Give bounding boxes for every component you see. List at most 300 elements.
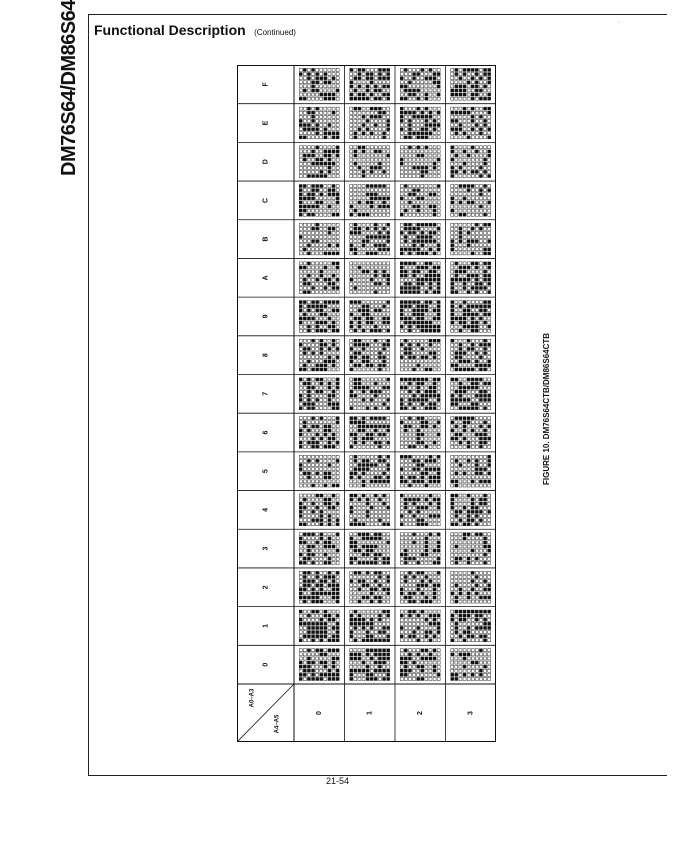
dot-open: [467, 175, 470, 178]
dot-open: [437, 235, 440, 238]
dot-open: [471, 669, 474, 672]
dot-filled: [354, 417, 357, 420]
dot-open: [366, 291, 369, 294]
dot-filled: [336, 519, 339, 522]
dot-filled: [488, 201, 491, 204]
dot-open: [475, 502, 478, 505]
dot-open: [370, 313, 373, 316]
dot-filled: [299, 73, 302, 76]
dot-open: [383, 498, 386, 501]
dot-open: [312, 429, 315, 432]
dot-open: [370, 175, 373, 178]
dot-filled: [332, 77, 335, 80]
dot-open: [459, 309, 462, 312]
dot-open: [370, 455, 373, 458]
dot-filled: [421, 472, 424, 475]
dot-open: [366, 441, 369, 444]
dot-filled: [400, 252, 403, 255]
dot-open: [324, 240, 327, 243]
dot-open: [366, 175, 369, 178]
dot-open: [303, 274, 306, 277]
dot-open: [484, 669, 487, 672]
dot-open: [463, 193, 466, 196]
dot-open: [437, 189, 440, 192]
dot-open: [320, 97, 323, 100]
dot-open: [383, 445, 386, 448]
dot-filled: [307, 347, 310, 350]
dot-open: [354, 677, 357, 680]
dot-open: [374, 437, 377, 440]
dot-open: [413, 596, 416, 599]
dot-filled: [312, 533, 315, 536]
dot-open: [479, 639, 482, 642]
dot-open: [358, 205, 361, 208]
dot-open: [299, 498, 302, 501]
dot-open: [413, 506, 416, 509]
dot-filled: [433, 240, 436, 243]
dot-filled: [316, 364, 319, 367]
dot-filled: [299, 201, 302, 204]
dot-open: [459, 459, 462, 462]
dot-open: [484, 329, 487, 332]
dot-open: [437, 635, 440, 638]
dot-open: [354, 282, 357, 285]
dot-filled: [328, 124, 331, 127]
dot-filled: [404, 506, 407, 509]
dot-filled: [336, 649, 339, 652]
dot-filled: [299, 541, 302, 544]
dot-filled: [312, 445, 315, 448]
dot-open: [383, 240, 386, 243]
dot-open: [299, 455, 302, 458]
dot-open: [459, 455, 462, 458]
dot-open: [451, 610, 454, 613]
dot-filled: [437, 158, 440, 161]
dot-open: [299, 291, 302, 294]
dot-open: [400, 610, 403, 613]
dot-open: [425, 386, 428, 389]
dot-open: [316, 252, 319, 255]
dot-open: [303, 661, 306, 664]
dot-filled: [421, 610, 424, 613]
dot-filled: [471, 313, 474, 316]
dot-open: [417, 193, 420, 196]
dot-filled: [362, 240, 365, 243]
dot-filled: [378, 441, 381, 444]
dot-filled: [354, 639, 357, 642]
dot-filled: [451, 244, 454, 247]
dot-open: [425, 669, 428, 672]
dot-filled: [484, 352, 487, 355]
dot-open: [429, 136, 432, 139]
dot-open: [413, 417, 416, 420]
dot-filled: [324, 128, 327, 131]
dot-filled: [370, 364, 373, 367]
dot-filled: [451, 146, 454, 149]
dot-filled: [425, 394, 428, 397]
dot-open: [374, 657, 377, 660]
dot-filled: [374, 223, 377, 226]
dot-open: [350, 575, 353, 578]
dot-filled: [413, 309, 416, 312]
dot-open: [303, 510, 306, 513]
dot-open: [475, 498, 478, 501]
dot-open: [387, 618, 390, 621]
dot-open: [378, 673, 381, 676]
dot-open: [378, 223, 381, 226]
dot-open: [429, 162, 432, 165]
dot-filled: [336, 596, 339, 599]
dot-filled: [400, 158, 403, 161]
dot-filled: [417, 286, 420, 289]
dot-open: [404, 537, 407, 540]
dot-open: [484, 150, 487, 153]
dot-open: [479, 561, 482, 564]
dot-filled: [429, 394, 432, 397]
dot-open: [417, 445, 420, 448]
dot-open: [425, 626, 428, 629]
dot-filled: [484, 561, 487, 564]
dot-filled: [378, 309, 381, 312]
dot-filled: [354, 622, 357, 625]
dot-filled: [413, 321, 416, 324]
dot-open: [378, 119, 381, 122]
dot-open: [413, 390, 416, 393]
dot-filled: [417, 626, 420, 629]
dot-open: [307, 158, 310, 161]
dot-open: [484, 519, 487, 522]
dot-filled: [299, 429, 302, 432]
dot-open: [451, 441, 454, 444]
dot-filled: [413, 575, 416, 578]
dot-open: [408, 270, 411, 273]
dot-filled: [421, 441, 424, 444]
dot-open: [425, 561, 428, 564]
dot-open: [455, 386, 458, 389]
dot-open: [383, 150, 386, 153]
dot-filled: [354, 610, 357, 613]
dot-filled: [299, 592, 302, 595]
dot-open: [366, 282, 369, 285]
dot-open: [463, 661, 466, 664]
dot-open: [463, 588, 466, 591]
dot-open: [400, 166, 403, 169]
dot-open: [421, 545, 424, 548]
dot-open: [479, 515, 482, 518]
dot-open: [378, 227, 381, 230]
dot-open: [332, 553, 335, 556]
dot-filled: [312, 111, 315, 114]
dot-open: [324, 107, 327, 110]
dot-open: [451, 417, 454, 420]
dot-open: [387, 445, 390, 448]
dot-open: [467, 553, 470, 556]
dot-filled: [374, 124, 377, 127]
dot-open: [370, 209, 373, 212]
dot-filled: [400, 356, 403, 359]
dot-filled: [463, 390, 466, 393]
dot-open: [299, 557, 302, 560]
dot-open: [451, 235, 454, 238]
dot-filled: [362, 386, 365, 389]
dot-filled: [488, 248, 491, 251]
dot-open: [358, 115, 361, 118]
row-label-F: F: [262, 82, 270, 87]
dot-open: [488, 445, 491, 448]
dot-open: [316, 545, 319, 548]
dot-open: [488, 403, 491, 406]
dot-open: [332, 197, 335, 200]
dot-filled: [467, 386, 470, 389]
dot-open: [358, 124, 361, 127]
dot-open: [475, 189, 478, 192]
dot-filled: [437, 286, 440, 289]
dot-open: [350, 197, 353, 200]
dot-filled: [455, 119, 458, 122]
character-pattern: [350, 68, 390, 100]
dot-filled: [433, 356, 436, 359]
dot-open: [354, 321, 357, 324]
dot-open: [307, 455, 310, 458]
dot-open: [387, 325, 390, 328]
dot-open: [374, 549, 377, 552]
dot-filled: [316, 622, 319, 625]
dot-open: [362, 231, 365, 234]
dot-open: [421, 575, 424, 578]
dot-open: [299, 390, 302, 393]
dot-open: [350, 252, 353, 255]
dot-open: [370, 111, 373, 114]
dot-open: [362, 588, 365, 591]
dot-filled: [362, 390, 365, 393]
dot-open: [354, 592, 357, 595]
dot-open: [303, 476, 306, 479]
dot-filled: [459, 317, 462, 320]
character-pattern: [451, 533, 491, 565]
dot-open: [400, 510, 403, 513]
dot-open: [366, 325, 369, 328]
dot-filled: [374, 571, 377, 574]
dot-open: [320, 394, 323, 397]
dot-open: [429, 635, 432, 638]
dot-filled: [324, 77, 327, 80]
dot-open: [307, 150, 310, 153]
dot-open: [475, 421, 478, 424]
dot-open: [400, 278, 403, 281]
dot-open: [408, 313, 411, 316]
dot-open: [336, 506, 339, 509]
dot-open: [425, 352, 428, 355]
dot-filled: [312, 425, 315, 428]
dot-filled: [463, 162, 466, 165]
dot-filled: [425, 484, 428, 487]
dot-open: [312, 136, 315, 139]
dot-open: [336, 390, 339, 393]
dot-open: [378, 270, 381, 273]
dot-open: [307, 166, 310, 169]
dot-open: [378, 154, 381, 157]
dot-open: [324, 244, 327, 247]
dot-filled: [362, 213, 365, 216]
dot-open: [408, 459, 411, 462]
dot-open: [488, 614, 491, 617]
dot-open: [316, 286, 319, 289]
dot-filled: [400, 455, 403, 458]
dot-open: [408, 309, 411, 312]
dot-filled: [320, 390, 323, 393]
dot-filled: [433, 193, 436, 196]
character-pattern: [451, 301, 491, 333]
dot-open: [463, 519, 466, 522]
dot-filled: [400, 305, 403, 308]
dot-filled: [383, 136, 386, 139]
dot-filled: [362, 661, 365, 664]
dot-open: [421, 455, 424, 458]
dot-open: [467, 545, 470, 548]
dot-open: [370, 571, 373, 574]
dot-filled: [429, 270, 432, 273]
dot-open: [378, 421, 381, 424]
dot-open: [354, 502, 357, 505]
dot-open: [459, 639, 462, 642]
dot-open: [316, 262, 319, 265]
dot-filled: [383, 433, 386, 436]
dot-open: [433, 286, 436, 289]
dot-filled: [312, 162, 315, 165]
dot-filled: [417, 240, 420, 243]
dot-open: [307, 270, 310, 273]
dot-open: [378, 189, 381, 192]
dot-filled: [350, 557, 353, 560]
dot-filled: [350, 248, 353, 251]
dot-open: [429, 553, 432, 556]
dot-open: [451, 136, 454, 139]
dot-filled: [374, 639, 377, 642]
dot-open: [358, 158, 361, 161]
corner-diagonal: [237, 684, 294, 742]
dot-open: [354, 158, 357, 161]
dot-open: [421, 635, 424, 638]
dot-open: [350, 386, 353, 389]
dot-open: [358, 515, 361, 518]
dot-open: [307, 368, 310, 371]
dot-open: [336, 537, 339, 540]
dot-open: [433, 150, 436, 153]
dot-filled: [350, 325, 353, 328]
dot-filled: [324, 343, 327, 346]
dot-open: [328, 553, 331, 556]
dot-filled: [336, 484, 339, 487]
dot-open: [459, 313, 462, 316]
dot-open: [433, 610, 436, 613]
dot-filled: [437, 244, 440, 247]
dot-open: [451, 360, 454, 363]
dot-filled: [408, 132, 411, 135]
dot-filled: [370, 618, 373, 621]
dot-open: [404, 584, 407, 587]
dot-filled: [328, 252, 331, 255]
dot-filled: [303, 588, 306, 591]
dot-filled: [316, 305, 319, 308]
dot-filled: [307, 661, 310, 664]
dot-open: [324, 464, 327, 467]
dot-filled: [459, 240, 462, 243]
dot-open: [328, 417, 331, 420]
dot-open: [429, 661, 432, 664]
dot-open: [299, 584, 302, 587]
dot-filled: [400, 128, 403, 131]
dot-open: [467, 364, 470, 367]
dot-filled: [316, 185, 319, 188]
dot-open: [307, 352, 310, 355]
dot-filled: [312, 626, 315, 629]
dot-open: [374, 575, 377, 578]
dot-open: [358, 441, 361, 444]
dot-open: [451, 132, 454, 135]
dot-open: [378, 146, 381, 149]
dot-open: [404, 244, 407, 247]
dot-open: [366, 347, 369, 350]
dot-filled: [471, 286, 474, 289]
dot-open: [320, 89, 323, 92]
dot-open: [324, 494, 327, 497]
dot-open: [312, 575, 315, 578]
dot-open: [475, 635, 478, 638]
dot-filled: [404, 661, 407, 664]
dot-open: [471, 464, 474, 467]
dot-open: [303, 107, 306, 110]
dot-filled: [383, 274, 386, 277]
dot-filled: [299, 673, 302, 676]
dot-open: [324, 588, 327, 591]
dot-open: [467, 119, 470, 122]
dot-open: [455, 549, 458, 552]
dot-open: [429, 158, 432, 161]
dot-filled: [303, 498, 306, 501]
dot-open: [324, 115, 327, 118]
dot-open: [417, 425, 420, 428]
dot-open: [336, 653, 339, 656]
dot-filled: [408, 262, 411, 265]
dot-open: [463, 291, 466, 294]
dot-filled: [336, 309, 339, 312]
dot-open: [463, 575, 466, 578]
dot-open: [299, 631, 302, 634]
dot-filled: [451, 150, 454, 153]
dot-filled: [378, 185, 381, 188]
dot-filled: [404, 502, 407, 505]
dot-open: [471, 657, 474, 660]
dot-filled: [488, 549, 491, 552]
dot-open: [451, 545, 454, 548]
dot-filled: [463, 107, 466, 110]
dot-open: [383, 398, 386, 401]
dot-open: [425, 189, 428, 192]
dot-filled: [429, 329, 432, 332]
dot-filled: [459, 519, 462, 522]
dot-open: [488, 170, 491, 173]
dot-open: [484, 533, 487, 536]
dot-open: [350, 291, 353, 294]
dot-open: [404, 459, 407, 462]
dot-filled: [366, 533, 369, 536]
dot-open: [354, 278, 357, 281]
dot-open: [316, 484, 319, 487]
dot-open: [358, 305, 361, 308]
dot-open: [484, 649, 487, 652]
dot-open: [316, 618, 319, 621]
dot-open: [307, 468, 310, 471]
